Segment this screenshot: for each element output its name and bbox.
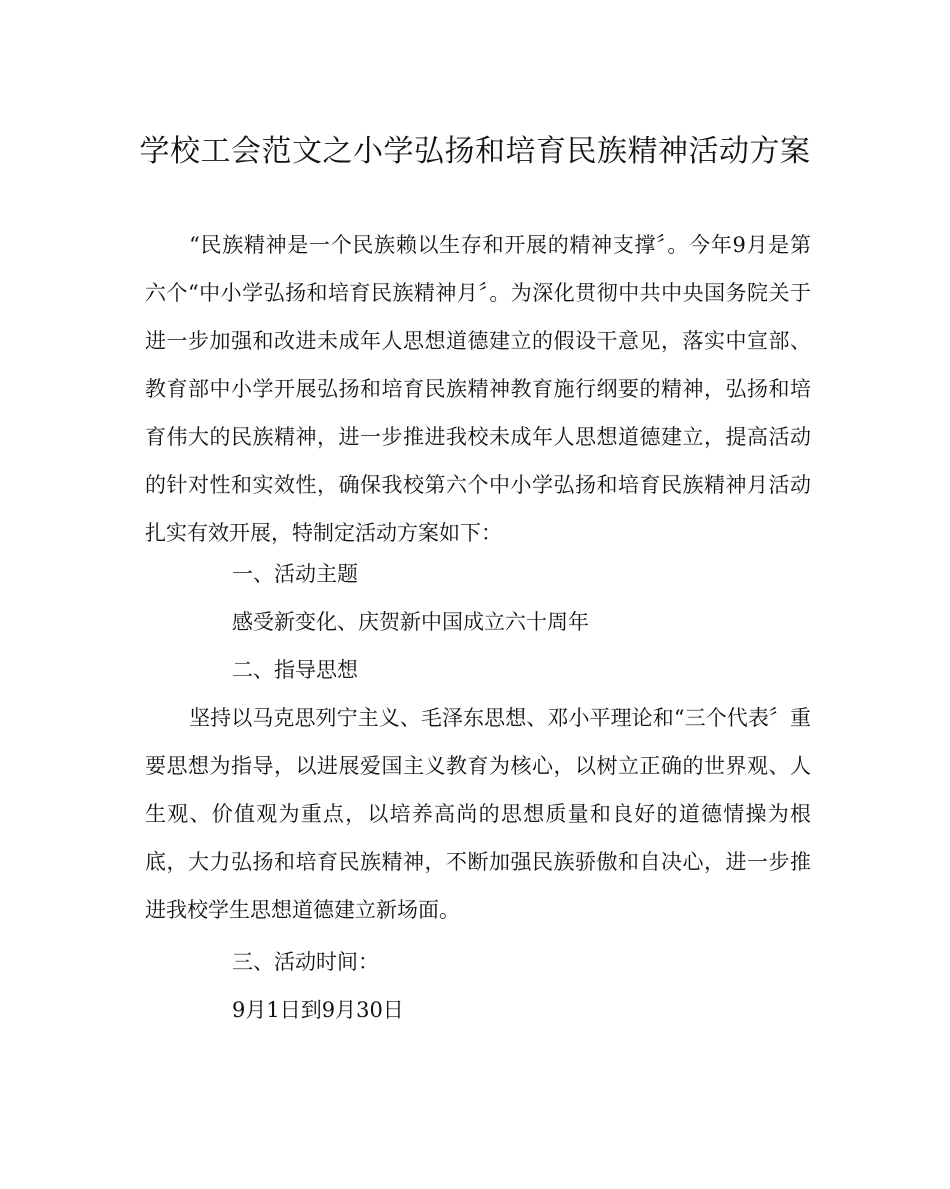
section-1-heading: 一、活动主题 [232,562,358,586]
section-3-heading: 三、活动时间： [232,950,379,974]
document-title: 学校工会范文之小学弘扬和培育民族精神活动方案 [139,134,811,169]
section-3-body: 9月1日到9月30日 [232,998,404,1022]
section-2-heading: 二、指导思想 [232,658,358,682]
section-2-paragraph: 坚持以马克思列宁主义、毛泽东思想、邓小平理论和“三个代表〞重要思想为指导，以进展爱国主义教育为核心，以树立正确的世界观、人生观、价值观为重点，以培养高尚的思想质量和良好的道德情操为根底，大力弘扬和培育民族精神，不断加强民族骄傲和自决心，进一步推进我校学生思想道德建立新场面。 [145,706,811,922]
intro-paragraph: “民族精神是一个民族赖以生存和开展的精神支撑〞。今年9月是第六个“中小学弘扬和培育民族精神月〞。为深化贯彻中共中央国务院关于进一步加强和改进未成年人思想道德建立的假设干意见，落实中宣部、教育部中小学开展弘扬和培育民族精神教育施行纲要的精神，弘扬和培育伟大的民族精神，进一步推进我校未成年人思想道德建立，提高活动的针对性和实效性，确保我校第六个中小学弘扬和培育民族精神月活动扎实有效开展，特制定活动方案如下： [145,233,811,545]
section-1-body: 感受新变化、庆贺新中国成立六十周年 [232,610,589,634]
